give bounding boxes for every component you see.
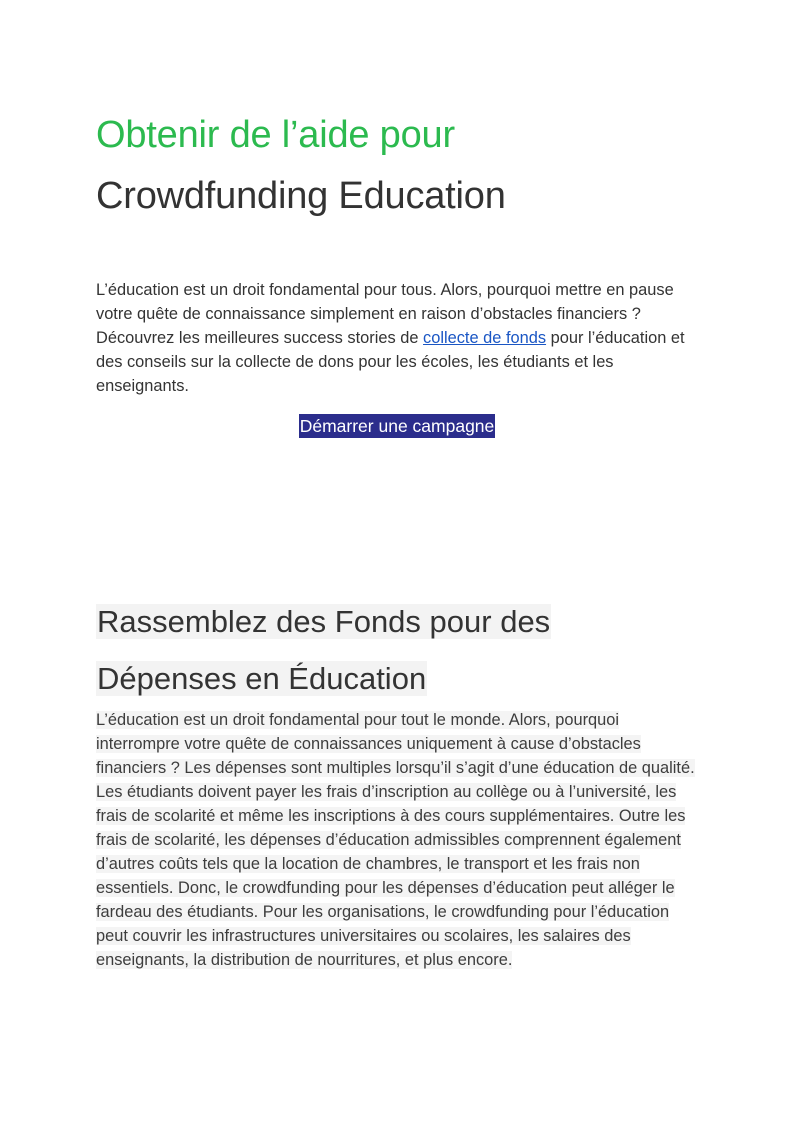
section-heading [96, 593, 551, 707]
section-heading-line-1: Rassemblez des Fonds pour des [97, 604, 551, 639]
intro-text-after: pour l’éducation et des conseils sur la collecte de dons pour les écoles, les étudiants et les enseignants. [96, 329, 685, 395]
intro-text-before: L’éducation est un droit fondamental pour tous. Alors, pourquoi mettre en pause votre quête de connaissance simplement en raison d’obstacles financiers ? Découvrez les meilleures success stories de [96, 281, 674, 347]
hero-kicker: Obtenir de l’aide pour [96, 114, 455, 156]
section-body-paragraph [96, 708, 696, 972]
page-title: Crowdfunding Education [96, 175, 506, 217]
start-campaign-button[interactable]: Démarrer une campagne [299, 416, 495, 436]
section-heading-line-2: Dépenses en Éducation [97, 661, 427, 696]
cta-container [96, 414, 696, 438]
intro-paragraph [96, 278, 686, 398]
section-body-text: L’éducation est un droit fondamental pour tout le monde. Alors, pourquoi interrompre votre quête de connaissances uniquement à cause d’obstacles financiers ? Les dépenses sont multiples lorsqu’il s’agit d’une éducation de qualité. Les étudiants doivent payer les frais d’inscription au collège ou à l’université, les frais de scolarité et même les inscriptions à des cours supplémentaires. Outre les frais de scolarité, les dépenses d’éducation admissibles comprennent également d’autres coûts tels que la location de chambres, le transport et les frais non essentiels. Donc, le crowdfunding pour les dépenses d’éducation peut alléger le fardeau des étudiants. Pour les organisations, le crowdfunding pour l’éducation peut couvrir les infrastructures universitaires ou scolaires, les salaires des enseignants, la distribution de nourritures, et plus encore. [96, 711, 695, 969]
fundraising-link[interactable]: collecte de fonds [423, 329, 547, 347]
